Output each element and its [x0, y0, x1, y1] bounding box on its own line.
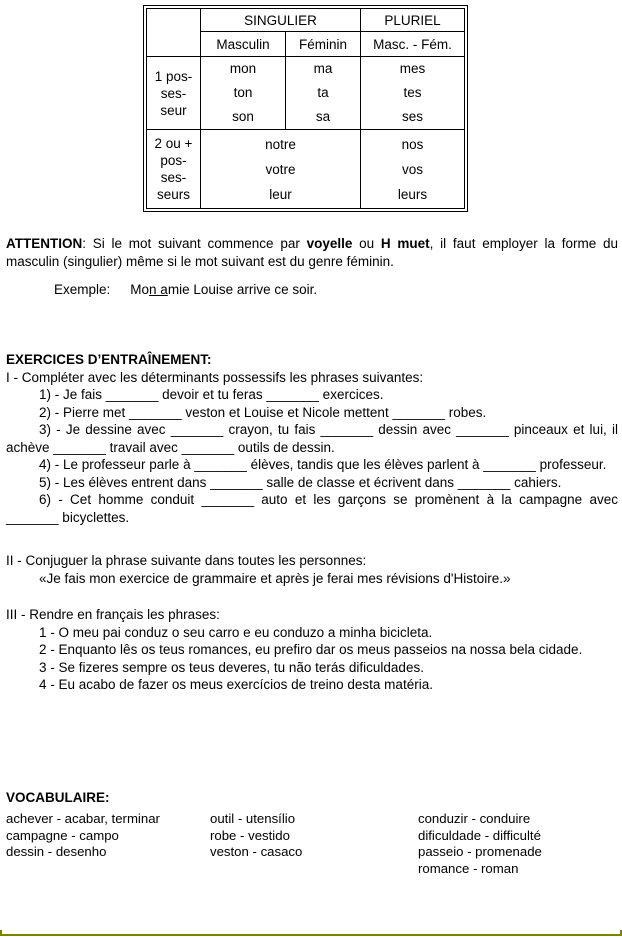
vocab-entry: romance - roman [418, 860, 519, 876]
part3-item-3: 3 - Se fizeres sempre os teus deveres, tu não terás dificuldades. [39, 659, 424, 675]
table-header-pluriel: PLURIEL [361, 9, 465, 32]
cell-one-feminin: ma ta sa [286, 57, 361, 130]
table-corner-cell [147, 9, 201, 57]
part1-item-2: 2) - Pierre met _______ veston et Louise et Nicole mettent _______ robes. [39, 404, 487, 420]
attention-bold-voyelle: voyelle [306, 236, 353, 251]
vocab-entry: passeio - promenade [418, 844, 542, 859]
vocabulary-column-2 [210, 811, 302, 861]
table-header-masculin: Masculin [201, 32, 286, 57]
row-label-one-possessor: 1 pos- ses- seur [147, 57, 201, 130]
vocab-entry: outil - utensílio [210, 811, 296, 826]
cell-one-masculin: mon ton son [201, 57, 286, 130]
part2-intro: II - Conjuguer la phrase suivante dans toutes les personnes: [6, 553, 367, 568]
attention-bold-h-muet: H muet [380, 236, 430, 251]
cell-two-pluriel: nos vos leurs [361, 130, 465, 209]
part2-sentence: «Je fais mon exercice de grammaire et après je ferai mes révisions d'Histoire.» [39, 570, 511, 586]
part1-item-1: 1) - Je fais _______ devoir et tu feras _______ exercices. [39, 387, 384, 402]
page-bottom-border [0, 930, 622, 936]
example-line: Exemple: Mon amie Louise arrive ce soir. [54, 282, 318, 297]
part1-item-6: 6) - Cet homme conduit _______ auto et les garçons se promènent à la campagne avec _______ bicyclettes. [6, 492, 618, 525]
part3-item-4: 4 - Eu acabo de fazer os meus exercícios de treino desta matéria. [39, 677, 433, 692]
vocabulary-column-1 [6, 811, 160, 861]
table-header-singulier: SINGULIER [201, 9, 361, 32]
vocabulary-columns [0, 811, 622, 877]
vocab-entry: robe - vestido [210, 827, 290, 843]
possessive-determiners-table [143, 5, 468, 212]
row-label-two-possessors: 2 ou + pos- ses- seurs [147, 130, 201, 209]
vocabulary-heading: VOCABULAIRE: [6, 789, 110, 805]
vocab-entry: veston - casaco [210, 844, 303, 859]
vocab-entry: dessin - desenho [6, 844, 107, 859]
vocab-entry: campagne - campo [6, 827, 119, 843]
cell-two-singulier: notre votre leur [201, 130, 361, 209]
part1-item-5: 5) - Les élèves entrent dans _______ salle de classe et écrivent dans _______ cahiers. [39, 474, 562, 490]
example-underlined-liaison: n a [149, 282, 168, 297]
cell-one-pluriel: mes tes ses [361, 57, 465, 130]
part1-item-3: 3) - Je dessine avec _______ crayon, tu fais _______ dessin avec _______ pinceaux et lui, il achève _______ travail avec _______ outils de dessin. [6, 422, 618, 455]
attention-label: ATTENTION [6, 236, 83, 251]
vocab-entry: conduzir - conduire [418, 811, 531, 826]
vocab-entry: dificuldade - difficulté [418, 827, 541, 843]
part3-item-2: 2 - Enquanto lês os teus romances, eu prefiro dar os meus passeios na nossa bela cidade. [39, 642, 583, 657]
part1-item-4: 4) - Le professeur parle à _______ élèves, tandis que les élèves parlent à _______ professeur. [39, 457, 607, 472]
attention-paragraph: ATTENTION: Si le mot suivant commence par voyelle ou H muet, il faut employer la forme du masculin (singulier) même si le mot suivant est du genre féminin. [6, 236, 618, 269]
example-label: Exemple: [54, 282, 111, 297]
part3-intro: III - Rendre en français les phrases: [6, 607, 220, 622]
vocabulary-column-3 [418, 811, 542, 877]
vocab-entry: achever - acabar, terminar [6, 811, 160, 826]
table-header-masc-fem: Masc. - Fém. [361, 32, 465, 57]
table-header-feminin: Féminin [286, 32, 361, 57]
part1-intro: I - Compléter avec les déterminants possessifs les phrases suivantes: [6, 369, 424, 385]
part3-item-1: 1 - O meu pai conduz o seu carro e eu conduzo a minha bicicleta. [39, 624, 433, 640]
exercises-heading: EXERCICES D’ENTRAÎNEMENT: [6, 352, 212, 367]
